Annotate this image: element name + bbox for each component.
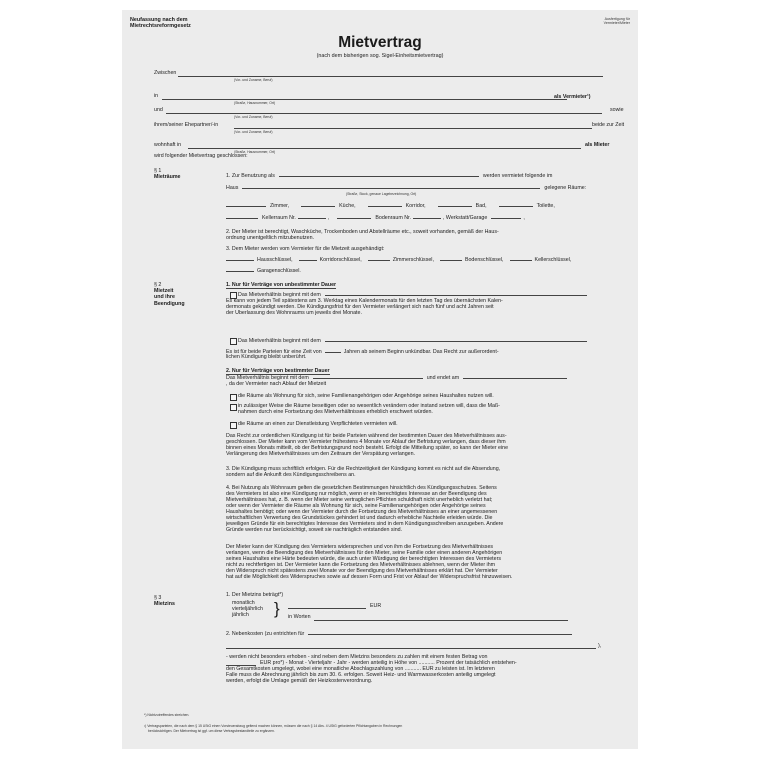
field-zimmerschluessel[interactable] bbox=[368, 256, 390, 261]
s2-option-1: die Räume als Wohnung für sich, seine Familienangehörigen oder Angehörige seines Haushaltes nutzen will. bbox=[238, 393, 494, 399]
s3-text-line: - werden nicht besonders erhoben - sind neben dem Mietzins besonders zu zahlen mit einem festen Betrag von bbox=[226, 654, 488, 660]
field-garagenschluessel[interactable] bbox=[226, 267, 254, 272]
field-korridor[interactable] bbox=[368, 202, 402, 207]
field-bodenraum-count[interactable] bbox=[337, 214, 371, 219]
s1-house-field[interactable] bbox=[242, 184, 540, 189]
s2-p5-line: nicht zu rechtfertigen ist. Der Vermieter kann die Fortsetzung des Mietverhältnisses ablehnen, wenn der Mieter ihm bbox=[226, 562, 496, 569]
section-1-header bbox=[154, 168, 181, 180]
s2-p4-line: Haushaltes benötigt; oder wenn der Vermieter durch die Fortsetzung des Mietverhältnisses an einer angemessenen bbox=[226, 509, 498, 516]
header-left-line2: Mietrechtsreformgesetz bbox=[130, 23, 191, 30]
s2-opt2-line: in zulässiger Weise die Räume beseitigen oder so wesentlich verändern oder instand setzen will, dass die Maß- bbox=[238, 403, 500, 409]
hint-landlord-name: (Vor- und Zuname, Beruf) bbox=[234, 78, 273, 82]
s3-period-options bbox=[232, 601, 263, 618]
key-garage: Garagenschlüssel. bbox=[257, 268, 301, 274]
label-wohnhaft: wohnhaft in bbox=[154, 142, 182, 148]
room-werkstatt: , Werkstatt/Garage bbox=[442, 215, 488, 221]
s1-keys-row1 bbox=[226, 256, 571, 263]
room-zimmer: Zimmer, bbox=[270, 203, 290, 209]
label-sowie: sowie bbox=[610, 107, 624, 113]
header-left bbox=[130, 17, 191, 30]
s2-cb1-date-field[interactable] bbox=[325, 291, 587, 296]
s1-keys-row2 bbox=[226, 267, 301, 274]
checkbox-dienstleistung[interactable] bbox=[230, 422, 237, 429]
s2-paragraph-4 bbox=[226, 485, 503, 533]
section-2-number: § 2 bbox=[154, 282, 162, 288]
s3-text-line: Falle muss die Abrechnung jährlich bis zum 30. 6. erfolgen. Soweit Heiz- und Warmwasserkosten anteilig umgelegt bbox=[226, 672, 496, 679]
s2-cb2-text-a: Es ist für beide Parteien für eine Zeit von bbox=[226, 349, 322, 355]
label-als-mieter: als Mieter bbox=[585, 142, 610, 148]
section-1-name: Mieträume bbox=[154, 174, 181, 181]
room-bodenraum: Bodenraum Nr. bbox=[375, 215, 411, 221]
footnote-2a: ¹) Vertragsparteien, die nach dem § 15 UStG einen Vorsteuerabzug geltend machen können, müssen die nach § 14 Abs. 4 UStG geforderten Pflichtangaben in Rechnungen bbox=[144, 724, 403, 728]
rent-amount-field[interactable] bbox=[288, 608, 366, 609]
s3-text-line: werden, erfolgt die Umlage gemäß der Heizkostenverordnung. bbox=[226, 678, 373, 685]
s2-p4-line: des Vermieters ist also eine Kündigung nur möglich, wenn er ein berechtigtes Interesse an der Beendigung des bbox=[226, 491, 487, 498]
field-zimmer[interactable] bbox=[226, 202, 266, 207]
label-zwischen: Zwischen bbox=[154, 70, 177, 76]
section-2-name-1: Mietzeit bbox=[154, 288, 174, 295]
s2-p3-line: sondern auf die Ankunft des Kündigungsschreibens an. bbox=[226, 472, 356, 479]
s1-rooms-row2 bbox=[226, 214, 525, 221]
room-comma2: , bbox=[523, 215, 525, 221]
s3-nebenkosten-text bbox=[226, 654, 517, 684]
s3-p2-label: 2. Nebenkosten (zu entrichten für bbox=[226, 631, 305, 637]
checkbox-unbefristet-2[interactable] bbox=[230, 338, 237, 345]
room-kueche: Küche, bbox=[339, 203, 356, 209]
s2-fixed-a: Das Mietverhältnis beginnt mit dem bbox=[226, 375, 309, 381]
s1-paragraph-3: 3. Dem Mieter werden vom Vermieter für die Mietzeit ausgehändigt: bbox=[226, 246, 385, 252]
section-1-number: § 1 bbox=[154, 168, 162, 174]
label-spouse: ihrem/seiner Ehepartner/-in bbox=[154, 122, 219, 128]
hint-landlord-address: (Straße, Hausnummer, Ort) bbox=[234, 101, 276, 105]
key-zimmer: Zimmerschlüssel, bbox=[392, 257, 434, 263]
s2-cb2-row bbox=[238, 337, 587, 344]
section-2-name-2: und ihre bbox=[154, 294, 175, 301]
s2-p4-line: 4. Bei Nutzung als Wohnraum gelten die gesetzlichen Bestimmungen hinsichtlich des Kündigungsschutzes. Seitens bbox=[226, 485, 497, 491]
hint-house: (Straße, Stock, genaue Lagebezeichnung, Ort) bbox=[346, 192, 417, 196]
section-2-header bbox=[154, 282, 185, 307]
section-2-name-3: Beendigung bbox=[154, 300, 185, 307]
checkbox-eigenbedarf[interactable] bbox=[230, 394, 237, 401]
room-korridor: Korridor, bbox=[405, 203, 426, 209]
field-kellerraum-count[interactable] bbox=[226, 214, 258, 219]
tenant-name-field[interactable] bbox=[166, 113, 602, 114]
s1-p2-line: ordnung unentgeltlich mitzubenutzen. bbox=[226, 235, 315, 242]
s2-option-3: die Räume an einen zur Dienstleistung Verpflichteten vermieten will. bbox=[238, 421, 398, 427]
s2-cb2-label: Das Mietverhältnis beginnt mit dem bbox=[238, 338, 321, 344]
room-comma1: , bbox=[327, 215, 330, 221]
s1-gelegene: gelegene Räume: bbox=[544, 185, 587, 191]
s2-p5-line: verlangen, wenn die Beendigung des Mietverhältnisses für den Mieter, seine Familie oder einen anderen Angehörigen bbox=[226, 550, 503, 557]
s2-fixed-end-field[interactable] bbox=[463, 374, 567, 379]
s2-heading-2: 2. Nur für Verträge von bestimmter Dauer bbox=[226, 368, 330, 374]
landlord-name-field[interactable] bbox=[178, 76, 603, 77]
period-quarterly[interactable]: vierteljährlich bbox=[232, 605, 263, 612]
s2-paragraph-recht bbox=[226, 433, 508, 457]
s1-purpose-row bbox=[226, 172, 552, 179]
field-toilette[interactable] bbox=[499, 202, 533, 207]
s2-fixed-b: und endet am bbox=[426, 375, 460, 381]
s2-paragraph-5 bbox=[226, 544, 512, 580]
header-right bbox=[604, 17, 630, 26]
field-kueche[interactable] bbox=[301, 202, 335, 207]
s1-paragraph-2 bbox=[226, 229, 499, 241]
key-korridor: Korridorschlüssel, bbox=[319, 257, 362, 263]
s1-p1b: werden vermietet folgende im bbox=[482, 173, 553, 179]
label-in: in bbox=[154, 93, 159, 99]
s2-p4-line: wirtschaftlichen Verwertung des Grundstückes gehindert ist und dadurch erhebliche Nachteile erleiden würde. Die bbox=[226, 515, 493, 522]
field-bodenschluessel[interactable] bbox=[440, 256, 462, 261]
field-bodenraum-nr[interactable] bbox=[413, 214, 441, 219]
s3-paragraph-1: 1. Der Mietzins beträgt*) bbox=[226, 592, 284, 598]
s1-p1a: 1. Zur Benutzung als bbox=[226, 173, 275, 179]
s2-p5-line: hat auf die Möglichkeit des Widerspruches sowie auf dessen Form und Frist vor Ablauf der Widerspruchsfrist hinzuweisen. bbox=[226, 574, 513, 581]
s1-rooms-row1 bbox=[226, 202, 555, 209]
section-3-header bbox=[154, 595, 175, 607]
field-kellerraum-nr[interactable] bbox=[298, 214, 326, 219]
s2-cb1-label: Das Mietverhältnis beginnt mit dem bbox=[238, 292, 321, 298]
s2-p3-line: 3. Die Kündigung muss schriftlich erfolgen. Für die Rechtzeitigkeit der Kündigung kommt es nicht auf die Absendung, bbox=[226, 466, 501, 472]
s3-close-paren: ), bbox=[598, 643, 602, 649]
s2-heading-1: 1. Nur für Verträge von unbestimmter Dauer bbox=[226, 282, 337, 288]
s2-recht-line: Verlängerung des Mietverhältnisses um den Zeitraum der Verspätung verlangen. bbox=[226, 451, 416, 458]
label-als-vermieter: als Vermieter¹) bbox=[554, 94, 591, 100]
header-right-line1: Ausfertigung für bbox=[604, 17, 630, 21]
s3-nebenkosten-field-2[interactable] bbox=[226, 648, 596, 649]
page-subtitle: (nach dem bisherigen sog. Sigel-Einheitsmietvertrag) bbox=[316, 53, 444, 59]
field-korridorschluessel[interactable] bbox=[299, 256, 317, 261]
s2-recht-line: Das Recht zur ordentlichen Kündigung ist für beide Parteien während der bestimmten Dauer des Mietverhältnisses aus- bbox=[226, 433, 507, 439]
hint-tenant-address: (Straße, Hausnummer, Ort) bbox=[234, 150, 276, 154]
label-und: und bbox=[154, 107, 163, 113]
s1-house-row bbox=[226, 184, 586, 191]
room-kellerraum: Kellerraum Nr. bbox=[262, 215, 296, 221]
page-title: Mietvertrag bbox=[338, 34, 422, 51]
document-page bbox=[122, 10, 638, 749]
s1-haus: Haus bbox=[226, 185, 239, 191]
room-bad: Bad, bbox=[475, 203, 487, 209]
s3-nebenkosten-field[interactable] bbox=[308, 630, 572, 635]
s2-p4-line: jeweiligen Gründe für ein berechtigtes Interesse des Vermieters sind in dem Kündigungsschreiben anzugeben. Andere bbox=[226, 521, 504, 528]
s3-text-line: den Gesamtkosten umgelegt, wobei eine monatliche Abschlagszahlung von ........... EUR zu leisten ist. Im letzteren bbox=[226, 666, 495, 673]
key-boden: Bodenschlüssel, bbox=[464, 257, 504, 263]
hint-tenant-name: (Vor- und Zuname, Beruf) bbox=[234, 115, 273, 119]
field-kellerschluessel[interactable] bbox=[510, 256, 532, 261]
header-left-line1: Neufassung nach dem bbox=[130, 17, 188, 23]
spouse-name-field[interactable] bbox=[234, 128, 592, 129]
label-beide-zur-zeit: beide zur Zeit bbox=[592, 122, 625, 128]
s2-fixed-start-field[interactable] bbox=[313, 374, 423, 379]
s2-cb1-text bbox=[226, 298, 503, 316]
field-hausschluessel[interactable] bbox=[226, 256, 254, 261]
s2-cb1-line: dermonats gekündigt werden. Die Kündigungsfrist für den Vermieter verlängert sich nach fünf und acht Jahren seit bbox=[226, 304, 494, 311]
hint-spouse-name: (Vor- und Zuname, Beruf) bbox=[234, 130, 273, 134]
field-bad[interactable] bbox=[438, 202, 472, 207]
checkbox-umbau[interactable] bbox=[230, 404, 237, 411]
s2-p4-line: Mietverhältnisses hat, z. B. wenn der Mieter seine vertraglichen Pflichten schuldhaft nicht unerheblich verletzt hat; bbox=[226, 497, 493, 504]
s2-p5-line: Der Mieter kann der Kündigung des Vermieters widersprechen und von ihm die Fortsetzung des Mietverhältnisses bbox=[226, 544, 494, 550]
landlord-address-field[interactable] bbox=[162, 99, 567, 100]
s3-p2-row bbox=[226, 630, 572, 637]
s2-cb2-text-c: lichen Kündigung bleibt unberührt. bbox=[226, 354, 307, 360]
s2-opt2-line: nahmen durch eine Fortsetzung des Mietverhältnisses erheblich erschwert würden. bbox=[238, 409, 433, 416]
s2-recht-line: geschlossen. Der Mieter kann vom Vermieter frühestens 4 Monate vor Ablauf der Befristung verlangen, dass dieser ihm bbox=[226, 439, 506, 446]
room-toilette: Toilette, bbox=[536, 203, 555, 209]
s3-eur-label: EUR bbox=[370, 603, 382, 609]
s2-fixed-c: , da der Vermieter nach Ablauf der Mietzeit bbox=[226, 381, 327, 387]
closing-sentence: wird folgender Mietvertrag geschlossen: bbox=[154, 153, 248, 159]
s2-cb1-line: Es kann von jedem Teil spätestens am 3. Werktag eines Kalendermonats für den letzten Tag des übernächsten Kalen- bbox=[226, 298, 503, 304]
key-keller: Kellerschlüssel, bbox=[534, 257, 572, 263]
s2-option-2 bbox=[238, 403, 500, 415]
tenant-address-field[interactable] bbox=[188, 148, 581, 149]
s3-text-line: EUR pro*) - Monat - Vierteljahr - Jahr - werden anteilig in Höhe von ........... Prozent der tatsächlich entstehen- bbox=[260, 660, 517, 667]
s2-paragraph-3 bbox=[226, 466, 500, 478]
s3-in-worten: in Worten bbox=[288, 614, 311, 620]
s2-cb1-line: der Überlassung des Wohnraums um jeweils drei Monate. bbox=[226, 310, 362, 317]
s2-recht-line: binnen eines Monats mitteilt, ob der Befristungsgrund noch besteht. Erfolgt die Mitteilung später, so kann der Mieter eine bbox=[226, 445, 509, 452]
s2-p4-line: Gründe werden nur berücksichtigt, soweit sie nachträglich entstanden sind. bbox=[226, 527, 403, 534]
rent-words-field[interactable] bbox=[314, 620, 568, 621]
section-3-name: Mietzins bbox=[154, 601, 175, 608]
brace-icon: } bbox=[274, 599, 280, 618]
s2-p5-line: den Widerspruch nicht spätestens zwei Monate vor der Beendigung des Mietverhältnisses erklärt hat. Der Vermieter bbox=[226, 568, 498, 575]
header-right-line2: Vermieter/Mieter bbox=[603, 21, 630, 26]
period-monthly[interactable]: monatlich bbox=[232, 600, 255, 606]
period-yearly[interactable]: jährlich bbox=[232, 611, 249, 618]
s2-p5-line: seines Haushaltes eine Härte bedeuten würde, die auch unter Würdigung der berechtigten Interessen des Vermieters bbox=[226, 556, 502, 563]
s2-p4-line: oder wenn der Vermieter die Räume als Wohnung für sich, seine Familienangehörigen oder Angehörige seines bbox=[226, 503, 486, 510]
s2-cb2-date-field[interactable] bbox=[325, 337, 587, 342]
s1-purpose-field[interactable] bbox=[279, 172, 479, 177]
s3-fixed-amount-field[interactable] bbox=[226, 665, 256, 666]
key-haus: Hausschlüssel, bbox=[257, 257, 293, 263]
s1-p2-line: 2. Der Mieter ist berechtigt, Waschküche, Trockenboden und Abstellräume etc., soweit vorhanden, gemäß der Haus- bbox=[226, 229, 499, 235]
s2-cb2-text-b: Jahren ab seinem Beginn unkündbar. Das Recht zur außerordent- bbox=[343, 349, 499, 355]
field-werkstatt[interactable] bbox=[491, 214, 521, 219]
footnote-1: *) Nichtzutreffendes streichen. bbox=[144, 713, 190, 717]
section-3-number: § 3 bbox=[154, 595, 162, 601]
s2-years-field[interactable] bbox=[325, 348, 341, 353]
footnote-2b: berücksichtigen. Der Mietvertrag ist ggf. um diese Vertragsbestandteile zu ergänzen. bbox=[148, 729, 275, 733]
